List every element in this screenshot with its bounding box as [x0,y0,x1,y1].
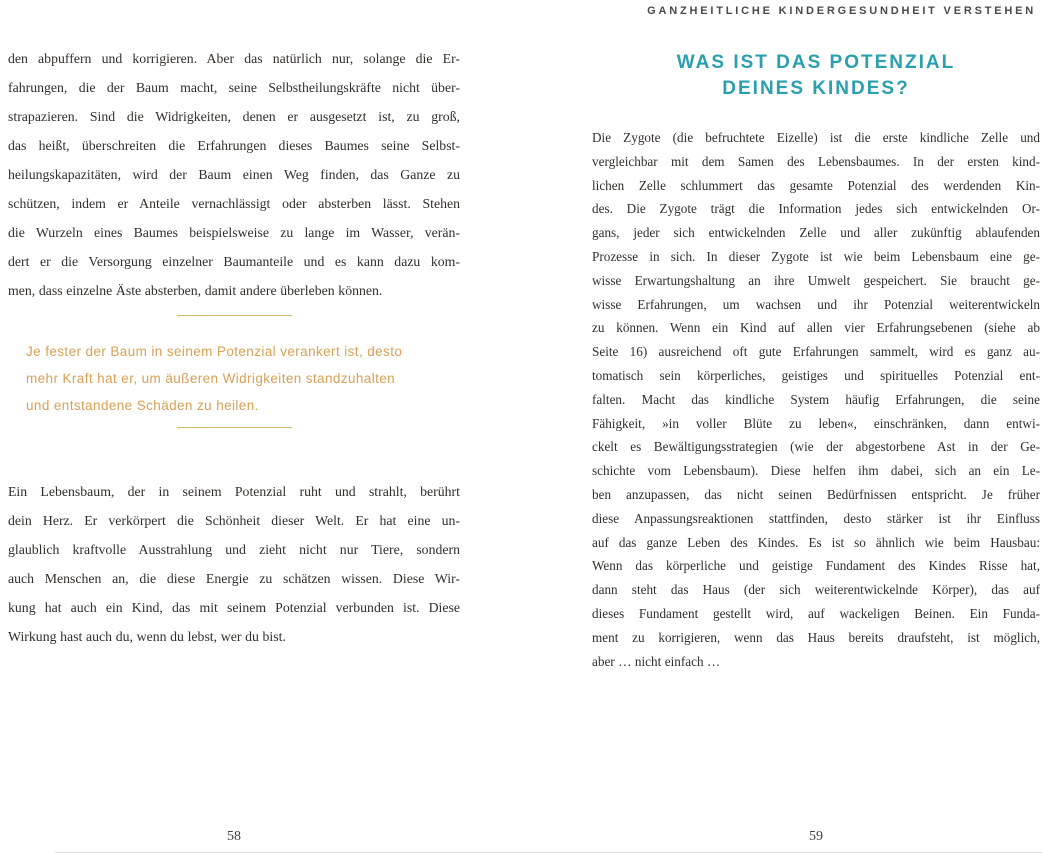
quote-rule-bottom [177,427,292,428]
running-head: GANZHEITLICHE KINDERGESUNDHEIT VERSTEHEN [647,5,1036,17]
right-page-column [592,50,1040,673]
pull-quote-text: Je fester der Baum in seinem Potenzial verankert ist, desto mehr Kraft hat er, um äußeren Widrigkeiten standzuhalten und entstandene Schäden zu heilen. [26,344,403,413]
left-paragraph-2: Ein Lebensbaum, der in seinem Potenzial ruht und strahlt, berührt dein Herz. Er verkörpert die Schönheit dieser Welt. Er hat eine un- glaublich kraftvolle Ausstrahlung und zieht nicht nur Tiere, sondern auch Menschen an, die diese Energie zu schätzen wissen. Diese Wir- kung hat auch ein Kind, das mit seinem Potenzial verbunden ist. Diese Wirkung hast auch du, wenn du lebst, wer du bist. [8,484,460,644]
left-paragraph-1: den abpuffern und korrigieren. Aber das natürlich nur, solange die Er- fahrungen, die der Baum macht, seine Selbstheilungskräfte nicht über- strapazieren. Sind die Widrigkeiten, denen er ausgesetzt ist, zu groß, das heißt, überschreiten die Erfahrungen dieses Baumes seine Selbst- heilungskapazitäten, wird der Baum einen Weg finden, das Ganze zu schützen, indem er Anteile vernachlässigt oder absterben lässt. Stehen die Wurzeln eines Baumes beispielsweise zu lange im Wasser, verän- dert er die Versorgung einzelner Baumanteile und es kann dazu kom- men, dass einzelne Äste absterben, damit andere überleben können. [8,51,460,298]
page-number-left: 58 [227,829,241,844]
quote-rule-top [177,315,292,316]
left-page-column [8,44,460,651]
page-number-right: 59 [809,829,823,844]
pull-quote-block [8,315,460,428]
right-paragraph-1: Die Zygote (die befruchtete Eizelle) ist die erste kindliche Zelle und vergleichbar mit dem Samen des Lebensbaumes. In der ersten kind- lichen Zelle schlummert das gesamte Potenzial des werdenden Kin- des. Die Zygote trägt die Information jedes sich entwickelnden Or- gans, jeder sich entwickelnden Zelle und aller zukünftig ablaufenden Prozesse in sich. In dieser Zygote ist wie beim Lebensbaum eine ge- wisse Erwartungshaltung an ihre Umwelt gespeichert. Sie braucht ge- wisse Erfahrungen, um wachsen und ihr Potenzial weiterentwickeln zu können. Wenn ein Kind auf allen vier Erfahrungsebenen (siehe ab Seite 16) ausreichend oft gute Erfahrungen sammelt, wird es ganz au- tomatisch sein körperliches, geistiges und spirituelles Potenzial ent- falten. Macht das kindliche System häufig Erfahrungen, die seine Fähigkeit, »in voller Blüte zu leben«, einschränken, dann entwi- ckelt es Bewältigungsstrategien (wie der abgestorbene Ast in der Ge- schichte vom Lebensbaum). Diese helfen ihm dabei, sich an ein Le- ben anzupassen, das nicht seinen Bedürfnissen entspricht. Je früher diese Anpassungsreaktionen stattfinden, desto stärker ist ihr Einfluss auf das ganze Leben des Kindes. Es ist so ähnlich wie beim Hausbau: Wenn das körperliche und geistige Fundament des Kindes Risse hat, dann steht das Haus (der sich weiterentwickelnde Körper), das auf dieses Fundament gestellt wird, auf wackeligen Beinen. Ein Funda- ment zu korrigieren, wenn das Haus bereits draufsteht, ist möglich, aber … nicht einfach … [592,130,1040,669]
section-heading: WAS IST DAS POTENZIAL DEINES KINDES? [676,52,956,99]
